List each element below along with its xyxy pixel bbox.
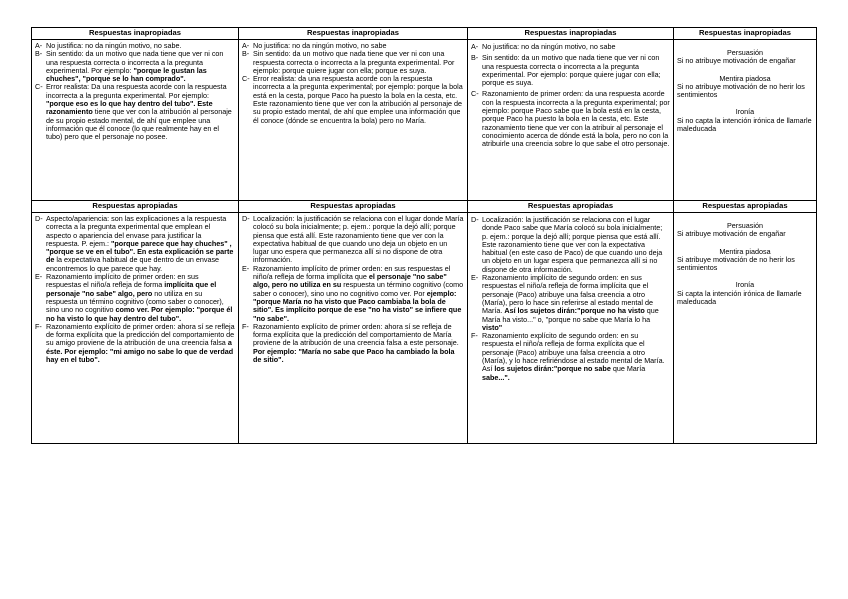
item-text: Razonamiento explícito de segundo orden: en su respuesta el niño/a refleja de forma explícita que el personaje (Paco) atribuye una falsa creencia a otro (María), y lo hace refiriéndose al estado mental de María. Así	[482, 331, 665, 374]
col2-appropriate-cell	[239, 201, 468, 444]
item-label: E-	[35, 272, 43, 282]
example-quote: a éste. Por ejemplo: "mi amigo no sabe lo que de verdad hay en el tubo".	[46, 338, 234, 365]
col3-appropriate-cell	[468, 201, 674, 444]
col3-inappropriate-header: Respuestas inapropiadas	[468, 28, 673, 40]
example-quote: los sujetos dirán:"porque no sabe	[494, 364, 611, 374]
item-label: C-	[35, 82, 43, 92]
item-text-rest: la expectativa habitual de que dentro de un envase encontremos lo que parece que hay.	[46, 255, 220, 273]
item-text: Sin sentido: da un motivo que nada tiene que ver ni con una respuesta correcta o incorrecta a la pregunta experimental. Por ejemplo: porque quiere jugar con ella; porque es suya.	[482, 53, 661, 88]
col3-item-a	[471, 43, 670, 51]
item-label: D-	[35, 214, 43, 223]
col2-item-c	[242, 75, 464, 125]
irony-text: Si capta la intención irónica de llamarle maleducada	[677, 288, 802, 307]
item-text: Error realista: da una respuesta acorde con la respuesta incorrecta a la pregunta experimental; por ejemplo: porque la bola está en la cesta, porque Paco ha puesto la bola en la cesta, etc. Este razonamiento tiene que ver con la atribución al personaje de su propio estado mental, de ahí que emplee una información que él conoce (dónde se encuentra la bola) pero no María.	[253, 74, 463, 125]
item-label: C-	[471, 89, 479, 99]
example-quote-2: como ver. Por ejemplo: "porque él no ha visto lo que hay dentro del tubo".	[46, 305, 233, 323]
col2-inappropriate-cell	[239, 28, 468, 201]
item-text: No justifica: no da ningún motivo, no sabe	[253, 41, 387, 50]
col1-item-e	[35, 273, 235, 323]
item-text: Razonamiento implícito de segundo orden: en sus respuestas el niño/a refleja de forma implícita que el personaje (Paco) atribuye una falsa creencia a otro (María), pero lo hace sin referirse al estado mental de María.	[482, 273, 653, 316]
item-text: Razonamiento explícito de primer orden: ahora sí se refleja de forma explícita que la predicción del comportamiento de su amigo proviene de la atribución de una creencia falsa	[46, 321, 235, 348]
item-text: No justifica: no da ningún motivo, no sabe.	[46, 41, 182, 50]
col2-inappropriate-header: Respuestas inapropiadas	[239, 28, 467, 40]
col2-item-d	[242, 215, 464, 265]
white-lie-text: Si no atribuye motivación de no herir los sentimientos	[677, 81, 805, 100]
persuasion-text: Si no atribuye motivación de engañar	[677, 56, 796, 66]
col2-item-b	[242, 50, 464, 75]
item-label: A-	[471, 42, 479, 51]
white-lie-text: Si atribuye motivación de no herir los sentimientos	[677, 254, 795, 273]
response-classification-table	[31, 27, 817, 444]
item-text-rest: que María ha visto..." o, "porque no sabe que María lo ha	[482, 306, 659, 324]
example-quote: "porque le gustan las chuches", "porque se lo han comprado".	[46, 65, 207, 84]
item-label: B-	[242, 49, 250, 59]
example-quote: Por ejemplo: "María no sabe que Paco ha cambiado la bola de sitio".	[253, 346, 455, 365]
col3-item-f	[471, 332, 670, 382]
col4-inappropriate-header: Respuestas inapropiadas	[674, 28, 816, 40]
item-label: F-	[35, 321, 42, 331]
example-quote: "porque eso es lo que hay dentro del tubo". Este razonamiento	[46, 99, 213, 117]
item-label: A-	[35, 41, 43, 50]
col1-appropriate-header: Respuestas apropiadas	[32, 201, 238, 213]
white-lie-title: Mentira piadosa	[719, 246, 771, 256]
col4-appropriate-cell	[674, 201, 817, 444]
irony-title: Ironía	[735, 280, 755, 290]
irony-title: Ironía	[735, 107, 755, 117]
item-label: F-	[471, 331, 478, 341]
col2-item-e	[242, 265, 464, 323]
item-text: No justifica: no da ningún motivo, no sabe	[482, 42, 616, 51]
white-lie-title: Mentira piadosa	[719, 73, 771, 83]
col1-appropriate-cell	[32, 201, 239, 444]
col3-item-c	[471, 90, 670, 148]
item-text-rest: respuesta un término cognitivo (como saber o conocer), sino uno no cognitivo como ver. Por	[253, 280, 464, 298]
persuasion-title: Persuasión	[727, 221, 763, 230]
item-label: F-	[242, 321, 249, 331]
example-quote: Así los sujetos dirán:"porque no ha visto	[504, 306, 645, 316]
example-quote-2: ejemplo: "porque María no ha visto que Paco cambiaba la bola de sitio". Es implícito porque de ese "no ha visto" se infiere que "no sabe".	[253, 288, 462, 323]
col2-appropriate-header: Respuestas apropiadas	[239, 201, 467, 213]
persuasion-title: Persuasión	[727, 48, 763, 57]
col3-appropriate-header: Respuestas apropiadas	[468, 201, 673, 213]
col1-item-f	[35, 323, 235, 364]
item-text-rest: tiene que ver con la atribución al personaje de su propio estado mental, de ahí que emplee una información que él conoce (lo que realmente hay en el tubo) pero que el personaje no posee.	[46, 107, 232, 142]
item-text: Razonamiento implícito de primer orden: en sus respuestas el niño/a refleja de forma implícita que	[253, 263, 451, 282]
item-text-rest: no utiliza en su respuesta un término cognitivo (como saber o conocer), sino uno no cognitivo	[46, 288, 224, 315]
item-label: D-	[471, 215, 479, 224]
item-text: Razonamiento implícito de primer orden: en sus respuestas el niño/a refleja de forma	[46, 272, 199, 290]
col2-item-f	[242, 323, 464, 364]
example-quote-2: visto"	[482, 322, 503, 332]
example-quote-2: sabe...".	[482, 372, 510, 382]
item-label: E-	[242, 263, 250, 273]
persuasion-text: Si atribuye motivación de engañar	[677, 229, 786, 239]
col1-item-b	[35, 50, 235, 83]
col1-inappropriate-cell	[32, 28, 239, 201]
item-text: Error realista: Da una respuesta acorde con la respuesta incorrecta a la pregunta experimental. Por ejemplo:	[46, 82, 227, 100]
col1-item-c	[35, 83, 235, 141]
item-text: Localización: la justificación se relaciona con el lugar donde Paco sabe que María colocó su bola inicialmente; p. ejem.: porque la dejó allí; porque piensa que está allí. Este razonamiento tiene que ver con la expectativa habitual (en este caso de Paco) de que cuando uno deja un objeto en un lugar espera que permanezca allí si no dispone de otra información.	[482, 215, 663, 274]
col4-inappropriate-cell	[674, 28, 817, 201]
item-label: B-	[471, 53, 479, 63]
item-text-rest: que María	[612, 364, 646, 374]
item-text: Razonamiento explícito de primer orden: ahora sí se refleja de forma explícita que la predicción del comportamiento de María proviene de la atribución de una creencia falsa a este personaje.	[253, 321, 459, 348]
col3-item-e	[471, 274, 670, 332]
col4-appropriate-header: Respuestas apropiadas	[674, 201, 816, 213]
item-label: E-	[471, 273, 479, 283]
example-quote: el personaje "no sabe" algo, pero no utiliza en su	[253, 272, 447, 290]
col1-item-d	[35, 215, 235, 273]
item-text: Sin sentido: da un motivo que nada tiene que ver ni con una respuesta correcta o incorrecta a la pregunta experimental. Por ejemplo:	[46, 49, 224, 75]
item-label: B-	[35, 49, 43, 59]
item-label: D-	[242, 214, 250, 223]
item-text: Aspecto/apariencia: son las explicaciones a la respuesta correcta a la pregunta experimental que emplean el aspecto o apariencia del envase para justificar la respuesta. P. ejem.:	[46, 214, 227, 248]
item-label: C-	[242, 74, 250, 84]
example-quote: "porque parece que hay chuches" , "porque se ve en el tubo". En esta explicación se parte de	[46, 238, 234, 265]
col3-item-d	[471, 216, 670, 274]
example-quote: implícita que el personaje "no sabe" algo, pero	[46, 280, 217, 298]
item-text: Razonamiento de primer orden: da una respuesta acorde con la respuesta incorrecta a la pregunta experimental; por ejemplo: porque Paco sabe que la bola está en la cesta, porque Paco ha puesto la bola en la cesta, etc. Este razonamiento tiene que ver con la atribuir al personaje el conocimiento acerca de dónde está la bola, pero no con la atribuirle una creencia sobre lo que sabe el otro personaje.	[482, 89, 670, 149]
item-text: Sin sentido: da un motivo que nada tiene que ver ni con una respuesta correcta o incorrecta a la pregunta experimental. Por ejemplo: porque quiere jugar con ella; porque es suya.	[253, 49, 455, 75]
irony-text: Si no capta la intención irónica de llamarle maleducada	[677, 115, 812, 134]
col3-inappropriate-cell	[468, 28, 674, 201]
col3-item-b	[471, 54, 670, 87]
col1-inappropriate-header: Respuestas inapropiadas	[32, 28, 238, 40]
item-text: Localización: la justificación se relaciona con el lugar donde María colocó su bola inicialmente; p. ejem.: porque la dejó allí; porque piensa que está allí. Este razonamiento tiene que ver con la expectativa habitual de que cuando uno deja un objeto en un lugar uno espera que permanezca allí si no dispone de otra información.	[253, 214, 464, 265]
item-label: A-	[242, 41, 250, 50]
